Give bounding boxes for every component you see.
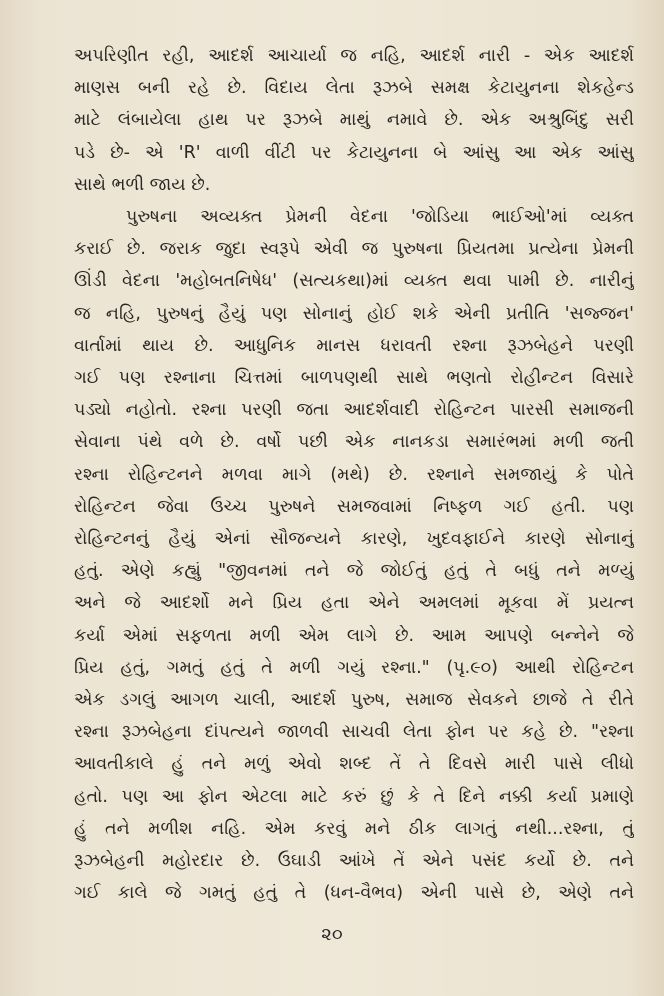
text-line: એક ડગલું આગળ ચાલી, આદર્શ પુરુષ, સમાજ સેવકને છાજે તે રીતે bbox=[74, 690, 634, 711]
text-line: પડે છે- એ 'R' વાળી વીંટી પર કેટાયુનના બે આંસુ આ એક આંસુ bbox=[74, 142, 634, 163]
text-line: રોહિન્ટન જેવા ઉચ્ચ પુરુષને સમજવામાં નિષ્ફળ ગઈ હતી. પણ bbox=[74, 496, 634, 517]
paragraph bbox=[74, 40, 634, 201]
body-text bbox=[74, 40, 634, 909]
text-line: ગઈ કાલે જે ગમતું હતું તે (ધન-વૈભવ) એની પાસે છે, એણે તને bbox=[74, 883, 634, 904]
text-line: રોહિન્ટનનું હૈયું એનાં સૌજન્યને કારણે, ખુદવફાઈને કારણે સોનાનું bbox=[74, 529, 634, 550]
text-line: પડ્યો નહોતો. રશ્ના પરણી જતા આદર્શવાદી રોહિન્ટન પારસી સમાજની bbox=[74, 400, 634, 421]
text-line: અપરિણીત રહી, આદર્શ આચાર્યા જ નહિ, આદર્શ નારી - એક આદર્શ bbox=[74, 46, 634, 66]
text-line: હું તને મળીશ નહિ. એમ કરવું મને ઠીક લાગતું નથી...રશ્ના, તું bbox=[74, 818, 634, 839]
text-line: આવતીકાલે હું તને મળું એવો શબ્દ તેં તે દિવસે મારી પાસે લીધો bbox=[74, 754, 634, 775]
text-line: જ નહિ, પુરુષનું હૈયું પણ સોનાનું હોઈ શકે એની પ્રતીતિ 'સજ્જન' bbox=[74, 303, 634, 324]
text-line: વાર્તામાં થાય છે. આધુનિક માનસ ધરાવતી રશ્ના રૂઝબેહને પરણી bbox=[74, 335, 634, 356]
text-line: કરાઈ છે. જરાક જુદા સ્વરૂપે એવી જ પુરુષના પ્રિયતમા પ્રત્યેના પ્રેમની bbox=[74, 239, 634, 260]
paragraph bbox=[74, 201, 634, 909]
text-line: પ્રિય હતું, ગમતું હતું તે મળી ગયું રશ્ના." (પૃ.૯૦) આથી રોહિન્ટન bbox=[74, 657, 634, 678]
text-line: માણસ બની રહે છે. વિદાય લેતા રૂઝબે સમક્ષ કેટાયુનના શેકહેન્ડ bbox=[74, 78, 634, 99]
text-line: અને જે આદર્શો મને પ્રિય હતા એને અમલમાં મૂકવા મેં પ્રયત્ન bbox=[74, 593, 634, 614]
text-line: પુરુષના અવ્યક્ત પ્રેમની વેદના 'જોડિયા ભાઈઓ'માં વ્યક્ત bbox=[126, 207, 634, 228]
text-line: ગઈ પણ રશ્નાના ચિત્તમાં બાળપણથી સાથે ભણતો રોહીન્ટન વિસારે bbox=[74, 368, 634, 389]
text-line: હતું. એણે કહ્યું "જીવનમાં તને જે જોઈતું હતું તે બધું તને મળ્યું bbox=[74, 561, 634, 582]
text-line: માટે લંબાયેલા હાથ પર રૂઝબે માથું નમાવે છે. એક અશ્રુબિંદુ સરી bbox=[74, 110, 634, 131]
text-line: ઊંડી વેદના 'મહોબતનિષેધ' (સત્યકથા)માં વ્યક્ત થવા પામી છે. નારીનું bbox=[74, 271, 634, 292]
text-line: સેવાના પંથે વળે છે. વર્ષો પછી એક નાનકડા સમારંભમાં મળી જતી bbox=[74, 432, 634, 453]
text-line: રૂઝબેહની મહોરદાર છે. ઉઘાડી આંખે તેં એને પસંદ કર્યો છે. તને bbox=[74, 851, 634, 872]
text-line: સાથે ભળી જાય છે. bbox=[74, 174, 211, 195]
text-line: રશ્ના રૂઝબેહના દાંપત્યને જાળવી સાચવી લેતા ફોન પર કહે છે. "રશ્ના bbox=[74, 722, 634, 743]
text-line: રશ્ના રોહિન્ટનને મળવા માગે (મથે) છે. રશ્નાને સમજાયું કે પોતે bbox=[74, 464, 634, 485]
page-number: ૨૦ bbox=[321, 924, 343, 945]
text-line: કર્યા એમાં સફળતા મળી એમ લાગે છે. આમ આપણે બન્નેને જે bbox=[74, 625, 634, 646]
text-line: હતો. પણ આ ફોન એટલા માટે કરું છું કે તે દિને નક્કી કર્યા પ્રમાણે bbox=[74, 786, 634, 807]
